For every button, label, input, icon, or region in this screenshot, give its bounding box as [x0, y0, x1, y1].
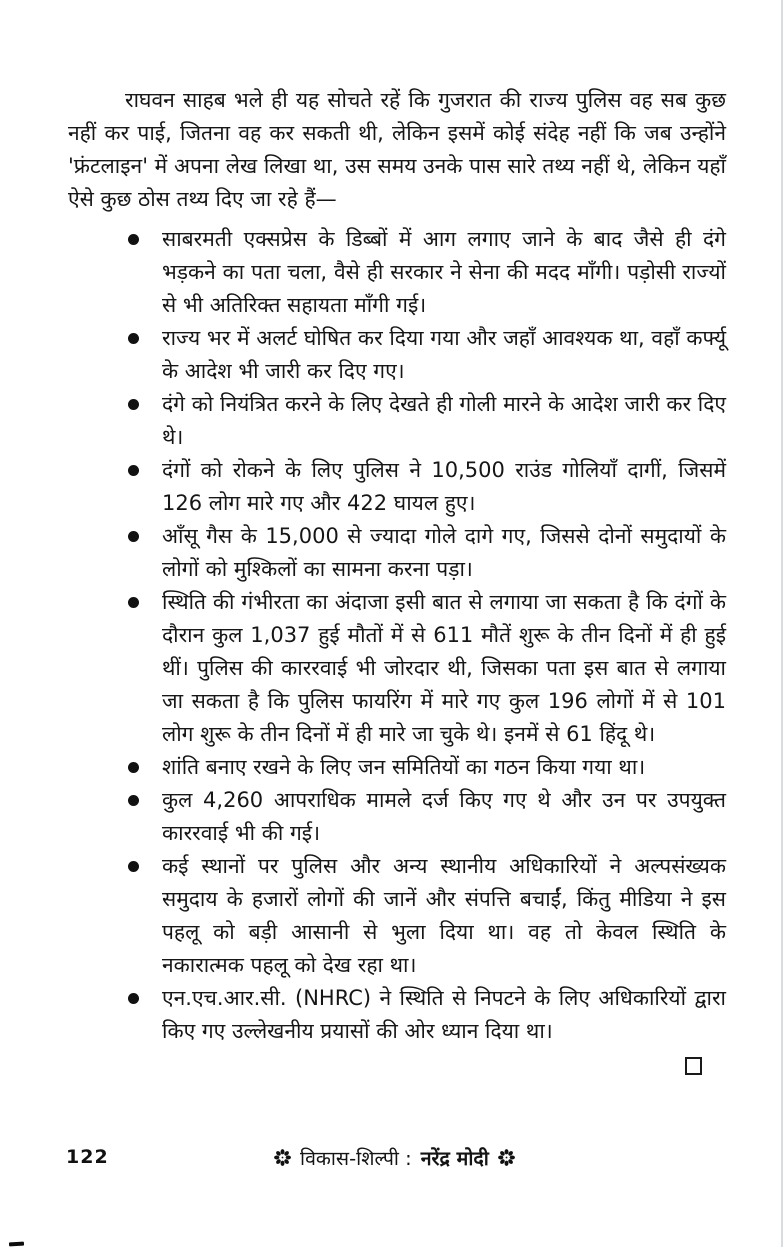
list-item: [68, 982, 726, 1048]
list-item: [68, 520, 726, 586]
running-title: [274, 1144, 515, 1171]
facts-list: [68, 223, 726, 1048]
end-of-chapter-marker: [685, 1057, 702, 1075]
bullet-icon: [128, 234, 139, 245]
scan-artifact-mark: [9, 1242, 24, 1247]
list-item: [68, 322, 726, 388]
page-footer: [0, 1144, 784, 1178]
bullet-icon: [128, 861, 139, 872]
bullet-icon: [128, 531, 139, 542]
list-item-text: दंगों को रोकने के लिए पुलिस ने 10,500 राउंड गोलियाँ दागीं, जिसमें 126 लोग मारे गए और 422 घायल हुए।: [162, 458, 726, 515]
list-item: [68, 388, 726, 454]
list-item: [68, 586, 726, 751]
bullet-icon: [128, 762, 139, 773]
flower-rosette-icon: [274, 1149, 291, 1166]
running-title-book-name: नरेंद्र मोदी: [420, 1147, 489, 1170]
list-item-text: आँसू गैस के 15,000 से ज्यादा गोले दागे गए, जिससे दोनों समुदायों के लोगों को मुश्किलों का सामना करना पड़ा।: [162, 524, 726, 581]
page-content: [68, 84, 726, 1075]
list-item-text: साबरमती एक्सप्रेस के डिब्बों में आग लगाए जाने के बाद जैसे ही दंगे भड़कने का पता चला, वैसे ही सरकार ने सेना की मदद माँगी। पड़ोसी राज्यों से भी अतिरिक्त सहायता माँगी गई।: [162, 227, 726, 317]
bullet-icon: [128, 795, 139, 806]
list-item: [68, 850, 726, 982]
running-title-text: विकास-शिल्पी :: [300, 1147, 412, 1170]
list-item-text: राज्य भर में अलर्ट घोषित कर दिया गया और जहाँ आवश्यक था, वहाँ कर्फ्यू के आदेश भी जारी कर दिए गए।: [162, 326, 726, 383]
list-item-text: कई स्थानों पर पुलिस और अन्य स्थानीय अधिकारियों ने अल्पसंख्यक समुदाय के हजारों लोगों की जानें और संपत्ति बचाईं, किंतु मीडिया ने इस पहलू को बड़ी आसानी से भुला दिया था। वह तो केवल स्थिति के नकारात्मक पहलू को देख रहा था।: [162, 854, 726, 977]
list-item: [68, 784, 726, 850]
list-item: [68, 223, 726, 322]
bullet-icon: [128, 993, 139, 1004]
list-item-text: स्थिति की गंभीरता का अंदाजा इसी बात से लगाया जा सकता है कि दंगों के दौरान कुल 1,037 हुई मौतों में से 611 मौतें शुरू के तीन दिनों में ही हुई थीं। पुलिस की काररवाई भी जोरदार थी, जिसका पता इस बात से लगाया जा सकता है कि पुलिस फायरिंग में मारे गए कुल 196 लोगों में से 101 लोग शुरू के तीन दिनों में ही मारे जा चुके थे। इनमें से 61 हिंदू थे।: [162, 590, 726, 746]
list-item-text: दंगे को नियंत्रित करने के लिए देखते ही गोली मारने के आदेश जारी कर दिए थे।: [162, 392, 726, 449]
bullet-icon: [128, 399, 139, 410]
scan-edge-line: [781, 0, 783, 1247]
bullet-icon: [128, 333, 139, 344]
bullet-icon: [128, 465, 139, 476]
list-item-text: एन.एच.आर.सी. (NHRC) ने स्थिति से निपटने के लिए अधिकारियों द्वारा किए गए उल्लेखनीय प्रयासों की ओर ध्यान दिया था।: [162, 986, 726, 1043]
page-number: 122: [66, 1146, 109, 1168]
list-item-text: शांति बनाए रखने के लिए जन समितियों का गठन किया गया था।: [162, 755, 646, 779]
list-item-text: कुल 4,260 आपराधिक मामले दर्ज किए गए थे और उन पर उपयुक्त काररवाई भी की गई।: [162, 788, 726, 845]
intro-paragraph: राघवन साहब भले ही यह सोचते रहें कि गुजरात की राज्य पुलिस वह सब कुछ नहीं कर पाई, जितना वह कर सकती थी, लेकिन इसमें कोई संदेह नहीं कि जब उन्होंने 'फ्रंटलाइन' में अपना लेख लिखा था, उस समय उनके पास सारे तथ्य नहीं थे, लेकिन यहाँ ऐसे कुछ ठोस तथ्य दिए जा रहे हैं—: [68, 88, 726, 211]
bullet-icon: [128, 597, 139, 608]
list-item: [68, 454, 726, 520]
flower-rosette-icon: [498, 1149, 515, 1166]
list-item: [68, 751, 726, 784]
